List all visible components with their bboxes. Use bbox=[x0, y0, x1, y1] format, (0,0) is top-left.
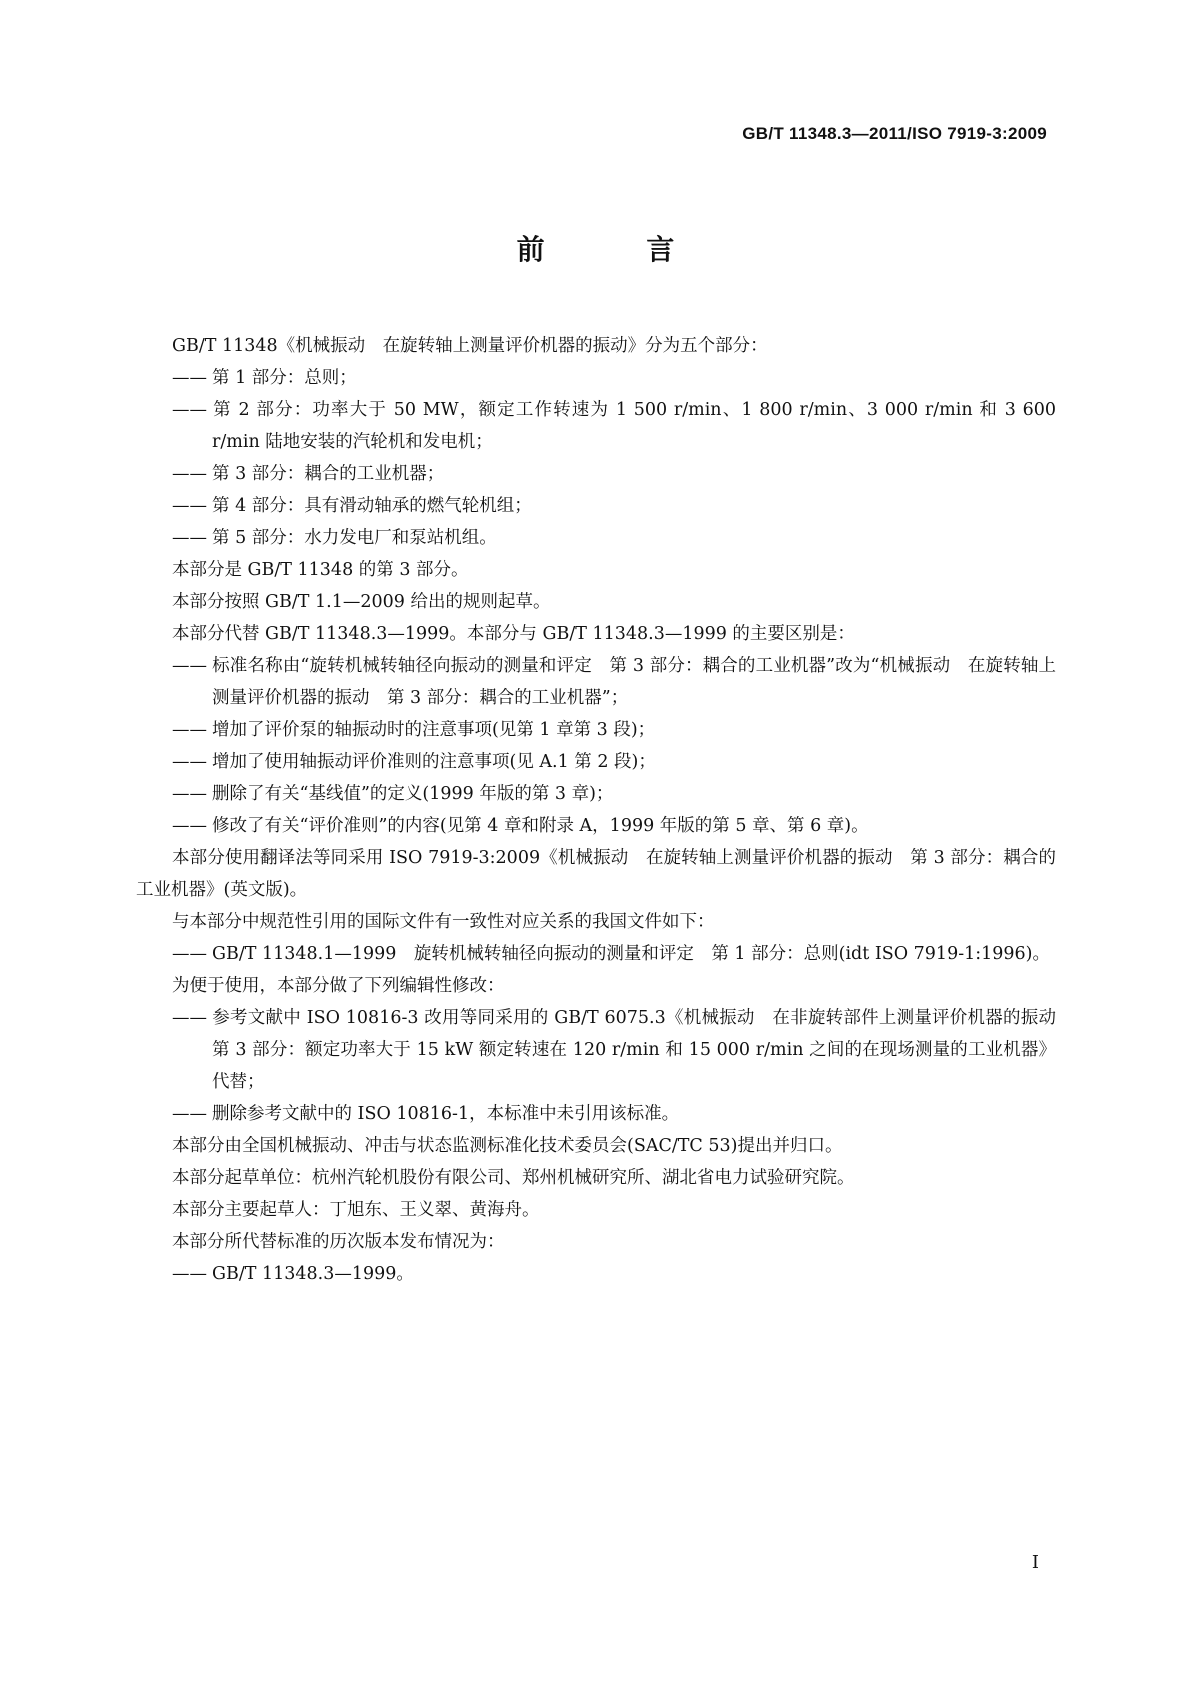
list-item-text: GB/T 11348.1—1999 旋转机械转轴径向振动的测量和评定 第 1 部分：总则(idt ISO 7919-1:1996)。 bbox=[212, 944, 1051, 964]
list-item-text: 第 3 部分：耦合的工业机器； bbox=[212, 464, 445, 484]
list-item bbox=[136, 714, 1056, 746]
paragraph: 与本部分中规范性引用的国际文件有一致性对应关系的我国文件如下： bbox=[172, 912, 715, 932]
paragraph: 本部分由全国机械振动、冲击与状态监测标准化技术委员会(SAC/TC 53)提出并归口。 bbox=[172, 1136, 843, 1156]
list-item-text: 增加了使用轴振动评价准则的注意事项(见 A.1 第 2 段)； bbox=[212, 752, 656, 772]
list-item bbox=[136, 650, 1056, 714]
list-item bbox=[136, 458, 1056, 490]
paragraph: 本部分起草单位：杭州汽轮机股份有限公司、郑州机械研究所、湖北省电力试验研究院。 bbox=[172, 1168, 855, 1188]
list-dash: —— bbox=[172, 368, 207, 388]
list-dash: —— bbox=[172, 1008, 207, 1028]
list-item-text: 标准名称由“旋转机械转轴径向振动的测量和评定 第 3 部分：耦合的工业机器”改为“机械振动 在旋转轴上测量评价机器的振动 第 3 部分：耦合的工业机器”； bbox=[212, 656, 1056, 708]
list-item-text: 修改了有关“评价准则”的内容(见第 4 章和附录 A，1999 年版的第 5 章、第 6 章)。 bbox=[212, 816, 869, 836]
list-item-text: 第 4 部分：具有滑动轴承的燃气轮机组； bbox=[212, 496, 532, 516]
list-item-text: 删除了有关“基线值”的定义(1999 年版的第 3 章)； bbox=[212, 784, 614, 804]
list-item bbox=[136, 490, 1056, 522]
list-item-text: 第 5 部分：水力发电厂和泵站机组。 bbox=[212, 528, 497, 548]
list-dash: —— bbox=[172, 656, 207, 676]
paragraph: 本部分主要起草人：丁旭东、王义翠、黄海舟。 bbox=[172, 1200, 540, 1220]
paragraph: 本部分按照 GB/T 1.1—2009 给出的规则起草。 bbox=[172, 592, 551, 612]
list-item-text: 第 2 部分：功率大于 50 MW，额定工作转速为 1 500 r/min、1 800 r/min、3 000 r/min 和 3 600 r/min 陆地安装的汽轮机和发电机； bbox=[212, 400, 1056, 452]
list-item bbox=[136, 394, 1056, 458]
list-item bbox=[136, 746, 1056, 778]
list-dash: —— bbox=[172, 400, 207, 420]
list-item-text: 第 1 部分：总则； bbox=[212, 368, 357, 388]
list-item bbox=[136, 362, 1056, 394]
page-number: I bbox=[1031, 1552, 1039, 1573]
list-dash: —— bbox=[172, 784, 207, 804]
list-dash: —— bbox=[172, 1264, 207, 1284]
paragraph: 本部分所代替标准的历次版本发布情况为： bbox=[172, 1232, 505, 1252]
list-item bbox=[136, 522, 1056, 554]
list-item-text: 增加了评价泵的轴振动时的注意事项(见第 1 章第 3 段)； bbox=[212, 720, 656, 740]
foreword-body bbox=[136, 330, 1074, 1290]
list-dash: —— bbox=[172, 496, 207, 516]
list-dash: —— bbox=[172, 944, 207, 964]
list-item bbox=[136, 1098, 1056, 1130]
list-dash: —— bbox=[172, 464, 207, 484]
paragraph: 为便于使用，本部分做了下列编辑性修改： bbox=[172, 976, 505, 996]
list-dash: —— bbox=[172, 1104, 207, 1124]
list-item bbox=[136, 778, 1056, 810]
list-item bbox=[136, 1258, 1056, 1290]
paragraph: GB/T 11348《机械振动 在旋转轴上测量评价机器的振动》分为五个部分： bbox=[172, 336, 768, 356]
list-item-text: GB/T 11348.3—1999。 bbox=[212, 1264, 414, 1284]
list-item-text: 删除参考文献中的 ISO 10816-1，本标准中未引用该标准。 bbox=[212, 1104, 680, 1124]
list-item bbox=[136, 1002, 1074, 1098]
document-header-id: GB/T 11348.3—2011/ISO 7919-3:2009 bbox=[742, 124, 1047, 143]
paragraph: 本部分使用翻译法等同采用 ISO 7919-3:2009《机械振动 在旋转轴上测量评价机器的振动 第 3 部分：耦合的工业机器》(英文版)。 bbox=[136, 848, 1056, 900]
list-dash: —— bbox=[172, 720, 207, 740]
list-dash: —— bbox=[172, 816, 207, 836]
list-item bbox=[136, 938, 1056, 970]
paragraph: 本部分是 GB/T 11348 的第 3 部分。 bbox=[172, 560, 469, 580]
section-title: 前 言 bbox=[516, 233, 721, 266]
list-item-text: 参考文献中 ISO 10816-3 改用等同采用的 GB/T 6075.3《机械振动 在非旋转部件上测量评价机器的振动 第 3 部分：额定功率大于 15 kW 额定转速在 120 r/min 和 15 000 r/min 之间的在现场测量的工业机器》代替； bbox=[212, 1008, 1074, 1092]
list-item bbox=[136, 810, 1056, 842]
list-dash: —— bbox=[172, 752, 207, 772]
list-dash: —— bbox=[172, 528, 207, 548]
paragraph: 本部分代替 GB/T 11348.3—1999。本部分与 GB/T 11348.3—1999 的主要区别是： bbox=[172, 624, 855, 644]
